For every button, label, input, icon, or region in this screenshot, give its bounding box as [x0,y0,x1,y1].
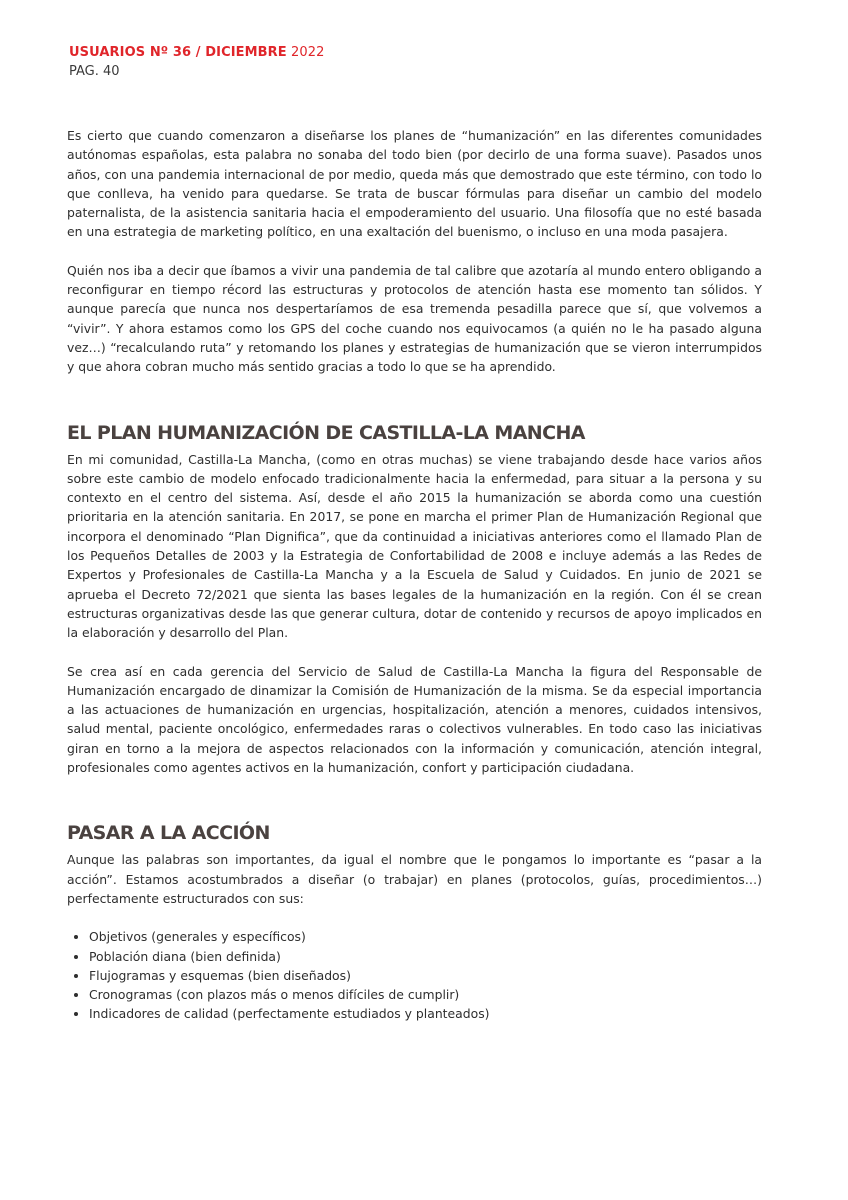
section-heading-accion: PASAR A LA ACCIÓN [67,822,270,845]
intro-paragraph-1: Es cierto que cuando comenzaron a diseñarse los planes de “humanización” en las diferentes comunidades autónomas españolas, esta palabra no sonaba del todo bien (por decirlo de una forma suave). Pasados unos años, con una pandemia internacional de por medio, queda más que demostrado que este término, con todo lo que conlleva, ha venido para quedarse. Se trata de buscar fórmulas para diseñar un cambio del modelo paternalista, de la asistencia sanitaria hacia el empoderamiento del usuario. Una filosofía que no esté basada en una estrategia de marketing político, en una exaltación del buenismo, o incluso en una moda pasajera. [67,128,762,240]
article-body [67,126,762,1024]
list-item: • Flujogramas y esquemas (bien diseñados) [89,966,762,985]
section-heading-plan: EL PLAN HUMANIZACIÓN DE CASTILLA-LA MANCHA [67,421,585,444]
page-number: PAG. 40 [69,64,120,79]
plan-elements-list [67,927,762,1023]
list-item: • Cronogramas (con plazos más o menos difíciles de cumplir) [89,985,762,1004]
list-item: • Población diana (bien definida) [89,947,762,966]
issue-year: 2022 [291,45,325,60]
plan-paragraph-2: Se crea así en cada gerencia del Servicio de Salud de Castilla-La Mancha la figura del Responsable de Humanización encargado de dinamizar la Comisión de Humanización de la misma. Se da especial importancia a las actuaciones de humanización en urgencias, hospitalización, atención a menores, cuidados intensivos, salud mental, paciente oncológico, enfermedades raras o colectivos vulnerables. En todo caso las iniciativas giran en torno a la mejora de aspectos relacionados con la información y comunicación, atención integral, profesionales como agentes activos en la humanización, confort y participación ciudadana. [67,663,762,776]
list-item: • Objetivos (generales y específicos) [89,927,762,946]
issue-label [69,43,325,62]
list-item: • Indicadores de calidad (perfectamente estudiados y planteados) [89,1004,762,1023]
issue-title: USUARIOS Nº 36 / DICIEMBRE [69,45,287,60]
page-header [69,43,325,81]
accion-paragraph: Aunque las palabras son importantes, da igual el nombre que le pongamos lo importante es “pasar a la acción”. Estamos acostumbrados a diseñar (o trabajar) en planes (protocolos, guías, procedimientos…) perfectamente estructurados con sus: [67,852,762,906]
plan-paragraph-1: En mi comunidad, Castilla-La Mancha, (como en otras muchas) se viene trabajando desde hace varios años sobre este cambio de modelo enfocado tradicionalmente hacia la enfermedad, para situar a la persona y su contexto en el centro del sistema. Así, desde el año 2015 la humanización se aborda como una cuestión prioritaria en la atención sanitaria. En 2017, se pone en marcha el primer Plan de Humanización Regional que incorpora el denominado “Plan Dignifica”, que da continuidad a iniciativas anteriores como el llamado Plan de los Pequeños Detalles de 2003 y la Estrategia de Confortabilidad de 2008 e incluye además a las Redes de Expertos y Profesionales de Castilla-La Mancha y a la Escuela de Salud y Cuidados. En junio de 2021 se aprueba el Decreto 72/2021 que sienta las bases legales de la humanización en la región. Con él se crean estructuras organizativas desde las que generar cultura, dotar de contenido y recursos de apoyo implicados en la elaboración y desarrollo del Plan. [67,451,762,641]
intro-paragraph-2: Quién nos iba a decir que íbamos a vivir una pandemia de tal calibre que azotaría al mundo entero obligando a reconfigurar en tiempo récord las estructuras y protocolos de atención hasta ese momento tan sólidos. Y aunque parecía que nunca nos despertaríamos de esa tremenda pesadilla parece que sí, que volvemos a “vivir”. Y ahora estamos como los GPS del coche cuando nos equivocamos (a quién no le ha pasado alguna vez…) “recalculando ruta” y retomando los planes y estrategias de humanización que se vieron interrumpidos y que ahora cobran mucho más sentido gracias a todo lo que se ha aprendido. [67,262,762,375]
